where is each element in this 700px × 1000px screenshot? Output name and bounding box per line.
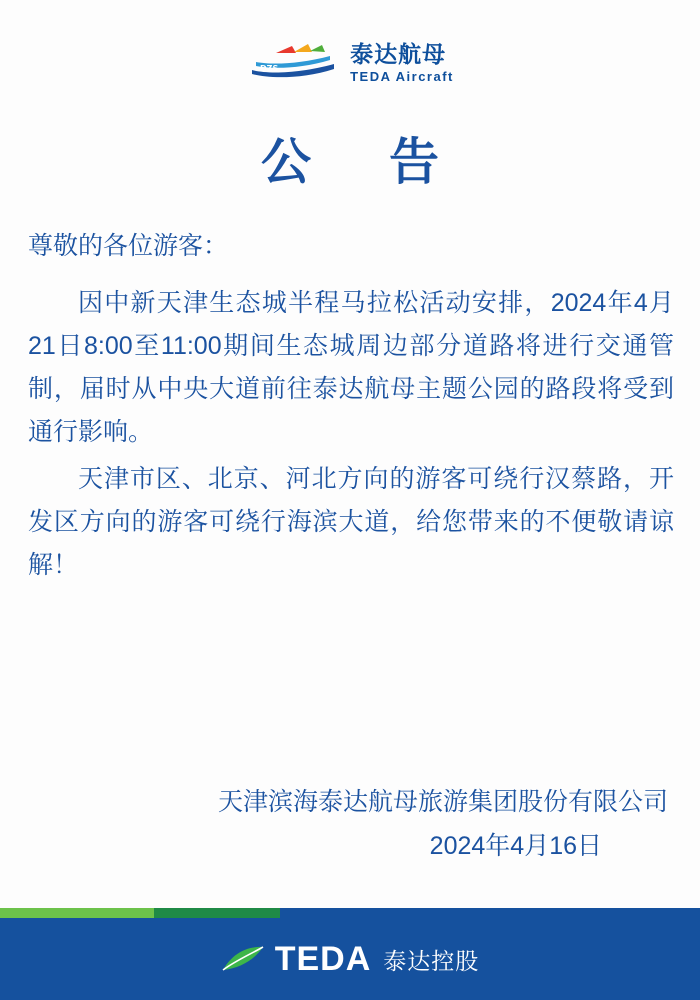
signature-date: 2024年4月16日 bbox=[429, 832, 602, 860]
notice-paragraph-1: 因中新天津生态城半程马拉松活动安排，2024年4月21日8:00至11:00期间生态城周边部分道路将进行交通管制，届时从中央大道前往泰达航母主题公园的路段将受到通行影响。 bbox=[28, 288, 674, 446]
footer-brand bbox=[0, 918, 700, 1000]
notice-paragraph-2: 天津市区、北京、河北方向的游客可绕行汉蔡路，开发区方向的游客可绕行海滨大道，给您带来的不便敬请谅解！ bbox=[28, 464, 674, 579]
signature-block bbox=[28, 782, 674, 866]
leaf-icon bbox=[221, 943, 265, 975]
logo-text bbox=[350, 43, 454, 83]
footer-accent-bar bbox=[0, 908, 700, 918]
salutation: 尊敬的各位游客： bbox=[28, 232, 229, 260]
page-title: 公 告 bbox=[261, 134, 453, 190]
notice-body bbox=[28, 228, 674, 589]
brand-logo bbox=[0, 40, 700, 86]
svg-text:DZS: DZS bbox=[260, 64, 279, 73]
logo-english-name: TEDA Aircraft bbox=[350, 69, 454, 84]
logo-chinese-name: 泰达航母 bbox=[350, 41, 447, 67]
signature-organization: 天津滨海泰达航母旅游集团股份有限公司 bbox=[217, 788, 668, 816]
footer-brand-en: TEDA bbox=[274, 939, 372, 978]
footer-brand-cn: 泰达控股 bbox=[383, 947, 480, 974]
aircraft-carrier-icon bbox=[246, 40, 342, 86]
logo-group bbox=[246, 40, 454, 86]
